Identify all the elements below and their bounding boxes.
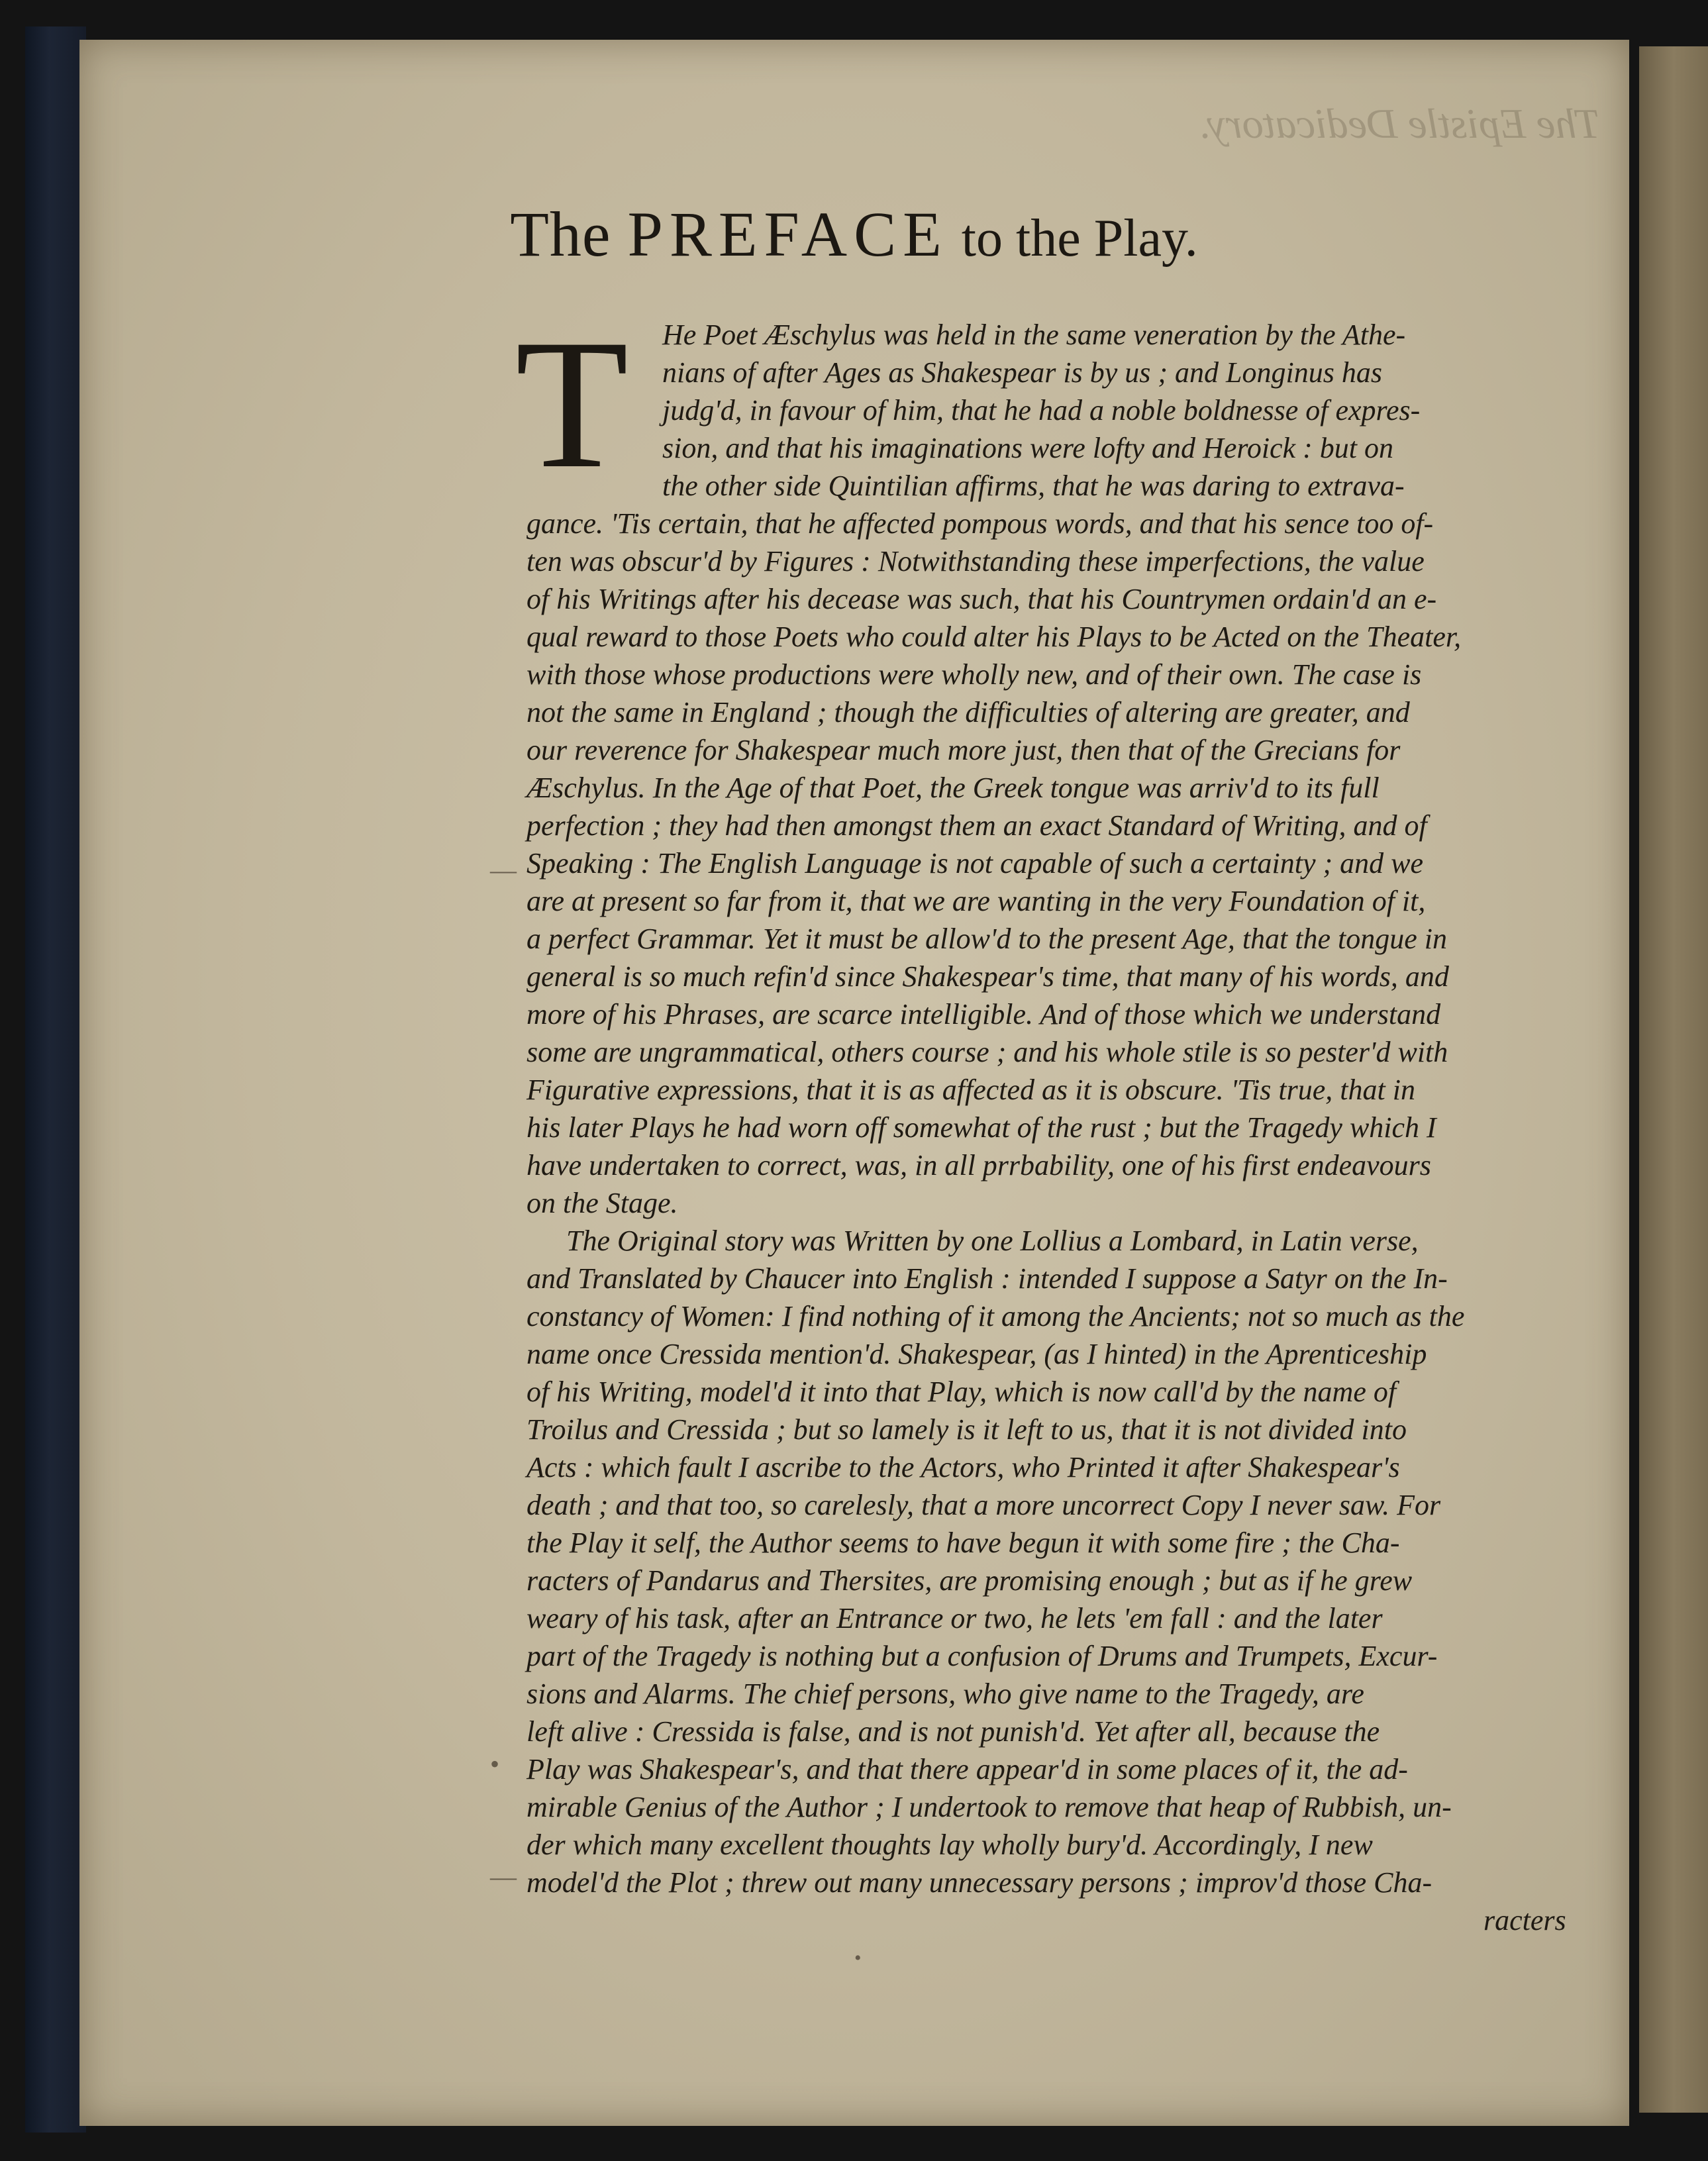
text-line: of his Writings after his decease was such, that his Countrymen ordain'd an e-	[527, 583, 1437, 615]
text-line: a perfect Grammar. Yet it must be allow'd to the present Age, that the tongue in	[527, 923, 1448, 955]
text-line: Æschylus. In the Age of that Poet, the Greek tongue was arriv'd to its full	[527, 772, 1380, 804]
text-line: the other side Quintilian affirms, that he was daring to extrava-	[662, 470, 1405, 502]
text-line: racters of Pandarus and Thersites, are promising enough ; but as if he grew	[527, 1564, 1413, 1597]
text-line: some are ungrammatical, others course ; and his whole stile is so pester'd with	[527, 1036, 1448, 1068]
text-line: Play was Shakespear's, and that there appear'd in some places of it, the ad-	[527, 1753, 1408, 1785]
catchword: racters	[1483, 1904, 1566, 1936]
text-line: mirable Genius of the Author ; I undertook to remove that heap of Rubbish, un-	[527, 1791, 1452, 1823]
text-line: have undertaken to correct, was, in all prrbability, one of his first endeavours	[527, 1149, 1431, 1181]
text-line: der which many excellent thoughts lay wholly bury'd. Accordingly, I new	[527, 1829, 1373, 1861]
text-line: his later Plays he had worn off somewhat of the rust ; but the Tragedy which I	[527, 1111, 1436, 1144]
margin-mark: •	[854, 1947, 862, 1969]
text-line: Speaking : The English Language is not capable of such a certainty ; and we	[527, 847, 1424, 879]
text-line: death ; and that too, so carelesly, that a more uncorrect Copy I never saw. For	[527, 1489, 1441, 1521]
margin-mark: •	[490, 1749, 500, 1779]
title-suffix: to the Play.	[948, 209, 1198, 268]
text-line: perfection ; they had then amongst them an exact Standard of Writing, and of	[527, 809, 1427, 842]
page-title	[0, 197, 1708, 271]
book-binding	[25, 26, 86, 2133]
text-line: name once Cressida mention'd. Shakespear, (as I hinted) in the Aprenticeship	[527, 1338, 1427, 1370]
text-line: gance. 'Tis certain, that he affected pompous words, and that his sence too of-	[527, 507, 1434, 540]
text-line: more of his Phrases, are scarce intelligible. And of those which we understand	[527, 998, 1441, 1030]
text-line: judg'd, in favour of him, that he had a noble boldnesse of expres-	[662, 394, 1421, 427]
text-line: not the same in England ; though the difficulties of altering are greater, and	[527, 696, 1410, 729]
text-line: weary of his task, after an Entrance or two, he lets 'em fall : and the later	[527, 1602, 1383, 1634]
margin-mark: —	[490, 855, 517, 885]
text-line: part of the Tragedy is nothing but a confusion of Drums and Trumpets, Excur-	[527, 1640, 1438, 1672]
facing-page-edge	[1639, 46, 1708, 2113]
title-main: PREFACE	[627, 199, 948, 270]
text-line: are at present so far from it, that we are wanting in the very Foundation of it,	[527, 885, 1426, 917]
text-line: our reverence for Shakespear much more just, then that of the Grecians for	[527, 734, 1401, 766]
text-line: sions and Alarms. The chief persons, who give name to the Tragedy, are	[527, 1678, 1364, 1710]
text-line: general is so much refin'd since Shakespear's time, that many of his words, and	[527, 960, 1449, 993]
drop-cap: T	[515, 301, 629, 507]
text-line: Figurative expressions, that it is as affected as it is obscure. 'Tis true, that in	[527, 1074, 1415, 1106]
text-line: ten was obscur'd by Figures : Notwithstanding these imperfections, the value	[527, 545, 1425, 578]
text-line: The Original story was Written by one Lollius a Lombard, in Latin verse,	[566, 1225, 1419, 1257]
title-prefix: The	[510, 199, 628, 270]
text-line: on the Stage.	[527, 1187, 678, 1219]
text-line: and Translated by Chaucer into English : intended I suppose a Satyr on the In-	[527, 1262, 1448, 1295]
text-line: Acts : which fault I ascribe to the Actors, who Printed it after Shakespear's	[527, 1451, 1400, 1483]
text-line: model'd the Plot ; threw out many unnecessary persons ; improv'd those Cha-	[527, 1866, 1432, 1899]
text-line: sion, and that his imaginations were lofty and Heroick : but on	[662, 432, 1393, 464]
margin-mark: —	[490, 1862, 517, 1891]
text-line: He Poet Æschylus was held in the same veneration by the Athe-	[662, 319, 1406, 351]
text-line: constancy of Women: I find nothing of it among the Ancients; not so much as the	[527, 1300, 1465, 1332]
text-line: left alive : Cressida is false, and is not punish'd. Yet after all, because the	[527, 1715, 1380, 1748]
text-line: the Play it self, the Author seems to have begun it with some fire ; the Cha-	[527, 1527, 1400, 1559]
text-line: qual reward to those Poets who could alter his Plays to be Acted on the Theater,	[527, 621, 1462, 653]
text-line: nians of after Ages as Shakespear is by us ; and Longinus has	[662, 356, 1382, 389]
bleed-through-text: The Epistle Dedicatory.	[1199, 100, 1601, 147]
text-line: with those whose productions were wholly new, and of their own. The case is	[527, 658, 1422, 691]
text-line: Troilus and Cressida ; but so lamely is it left to us, that it is not divided into	[527, 1413, 1407, 1446]
text-line: of his Writing, model'd it into that Play, which is now call'd by the name of	[527, 1376, 1397, 1408]
